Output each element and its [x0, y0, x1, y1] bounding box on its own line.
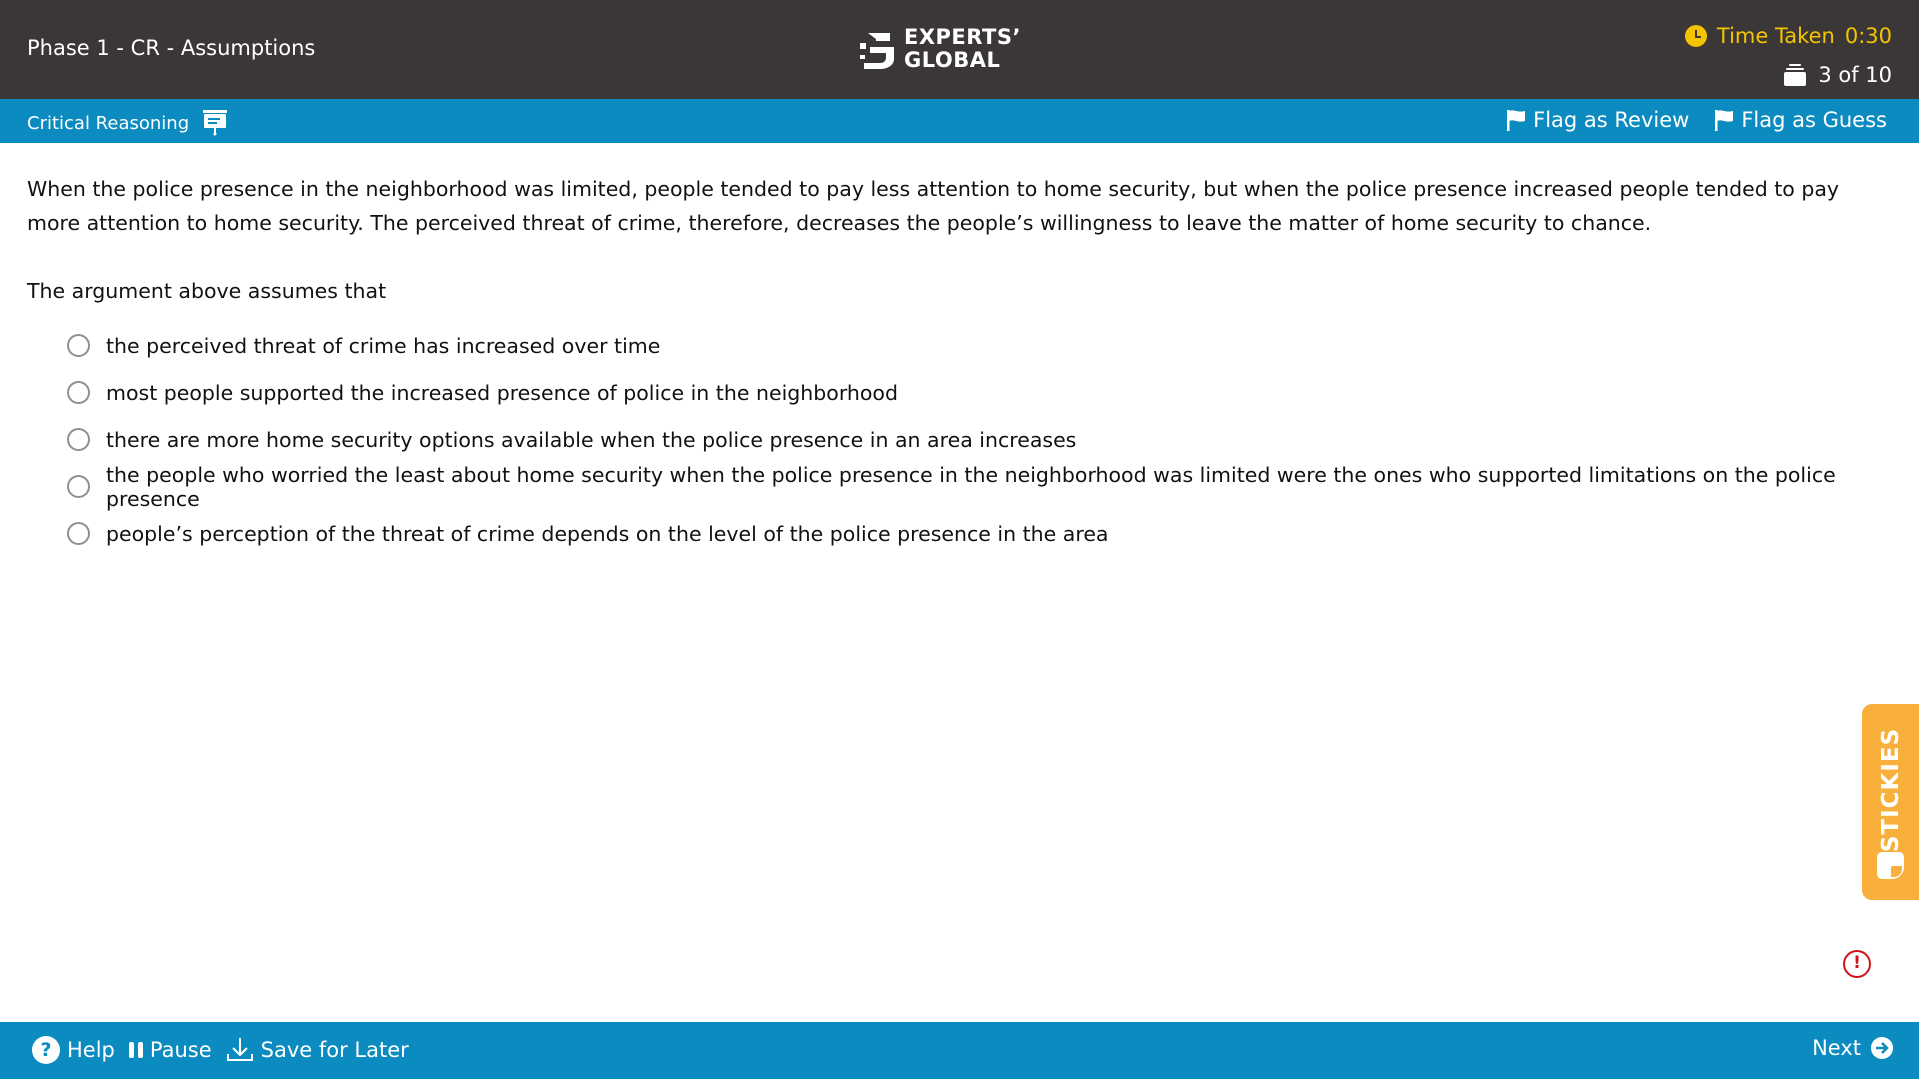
option-text: people’s perception of the threat of crime depends on the level of the police presence in the area [106, 521, 1109, 546]
counter-text: 3 of 10 [1818, 63, 1892, 87]
option-text: the people who worried the least about home security when the police presence in the neighborhood was limited were the ones who supported limitations on the police presence [106, 462, 1836, 511]
download-icon [226, 1037, 254, 1063]
answer-option-e[interactable] [27, 510, 1887, 557]
help-icon: ? [32, 1036, 60, 1064]
answer-option-c[interactable] [27, 416, 1887, 463]
question-area [27, 172, 1887, 557]
timer-label: Time Taken [1716, 24, 1835, 48]
question-stem: The argument above assumes that [27, 279, 387, 303]
radio-button[interactable] [67, 381, 90, 404]
pause-label: Pause [149, 1038, 212, 1062]
option-text: there are more home security options available when the police presence in an area increases [106, 427, 1077, 452]
time-taken [1685, 24, 1892, 48]
flag-as-review-button[interactable] [1507, 108, 1689, 132]
answer-option-b[interactable] [27, 369, 1887, 416]
save-for-later-button[interactable] [226, 1037, 409, 1063]
option-text: the perceived threat of crime has increased over time [106, 333, 661, 358]
bottom-toolbar [0, 1022, 1919, 1079]
section-bar [0, 99, 1919, 143]
flag-guess-label: Flag as Guess [1741, 108, 1887, 132]
logo-line-2: GLOBAL [904, 48, 1001, 72]
flag-as-guess-button[interactable] [1715, 108, 1887, 132]
timer-value: 0:30 [1844, 24, 1892, 48]
report-error-icon[interactable]: ! [1843, 950, 1871, 978]
help-button[interactable] [32, 1036, 115, 1064]
flag-review-label: Flag as Review [1533, 108, 1690, 132]
save-label: Save for Later [260, 1038, 409, 1062]
top-header [0, 0, 1919, 99]
answer-options [27, 322, 1887, 557]
page-title: Phase 1 - CR - Assumptions [27, 36, 316, 60]
experts-global-logo [860, 26, 1021, 72]
section-name [27, 110, 227, 136]
question-counter [1784, 63, 1892, 87]
flag-icon [1715, 109, 1733, 131]
pause-button[interactable] [129, 1038, 212, 1062]
logo-line-1: EXPERTS’ [904, 25, 1021, 49]
presentation-board-icon[interactable] [203, 110, 227, 136]
pause-icon [129, 1042, 143, 1058]
stickies-label: STICKIES [1877, 727, 1904, 853]
stickies-tab[interactable] [1862, 704, 1919, 900]
next-button[interactable] [1812, 1036, 1893, 1060]
next-label: Next [1812, 1036, 1861, 1060]
question-stack-icon [1784, 64, 1806, 86]
radio-button[interactable] [67, 334, 90, 357]
arrow-right-circle-icon [1871, 1037, 1893, 1059]
logo-mark-icon [860, 29, 896, 69]
answer-option-d[interactable] [27, 463, 1887, 510]
option-text: most people supported the increased presence of police in the neighborhood [106, 380, 898, 405]
flag-icon [1507, 109, 1525, 131]
radio-button[interactable] [67, 522, 90, 545]
answer-option-a[interactable] [27, 322, 1887, 369]
question-stimulus: When the police presence in the neighborhood was limited, people tended to pay less attention to home security, but when the police presence increased people tended to pay more attention to home security. The perceived threat of crime, therefore, decreases the people’s willingness to leave the matter of home security to chance. [27, 177, 1840, 235]
section-label: Critical Reasoning [27, 112, 190, 134]
help-label: Help [67, 1038, 115, 1062]
radio-button[interactable] [67, 428, 90, 451]
radio-button[interactable] [67, 475, 90, 498]
clock-icon [1685, 25, 1707, 47]
sticky-note-icon [1877, 852, 1904, 879]
